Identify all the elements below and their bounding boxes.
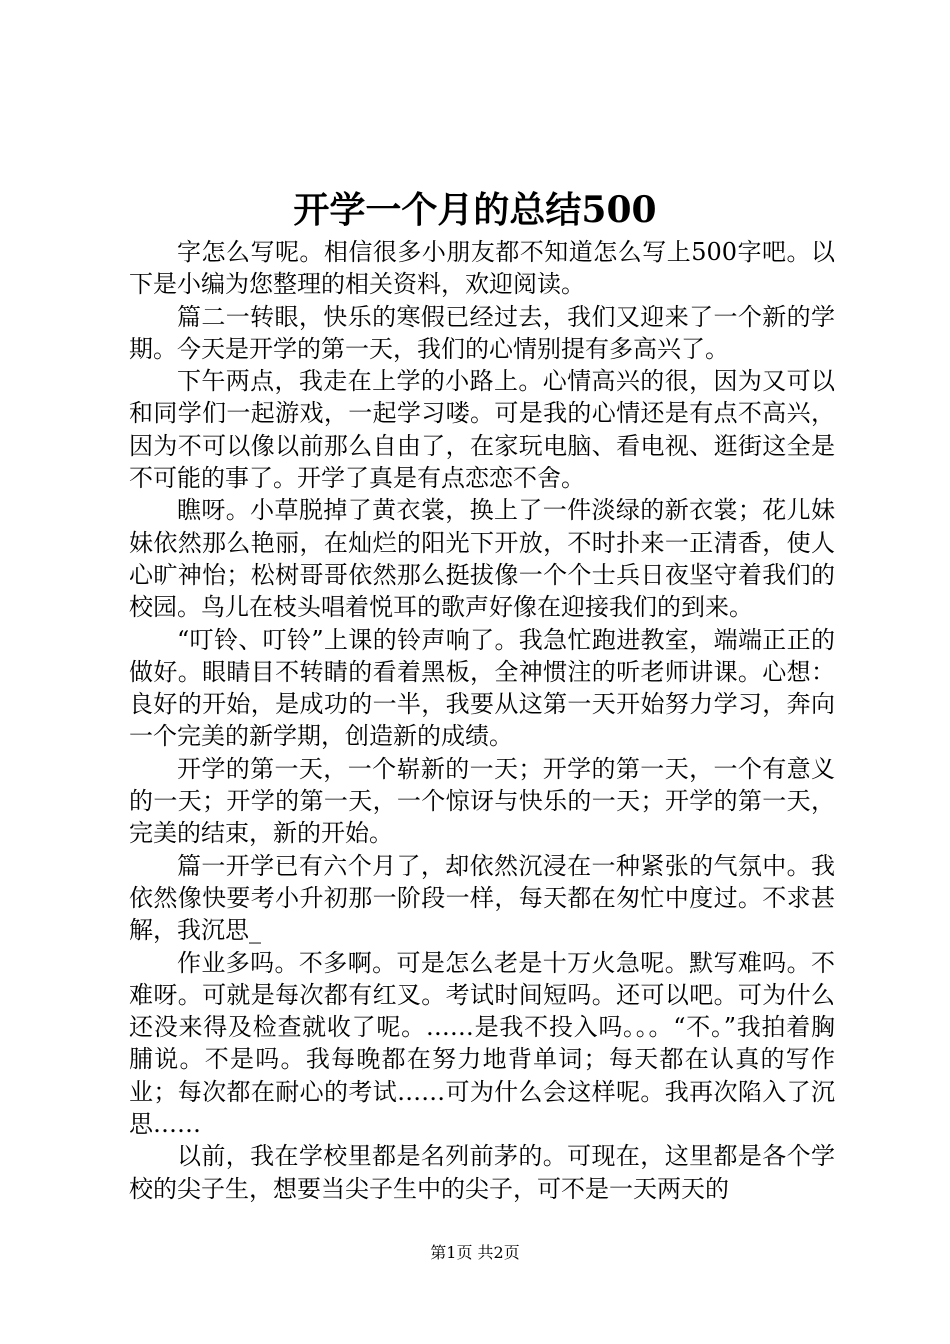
paragraph: 字怎么写呢。相信很多小朋友都不知道怎么写上500字吧。以下是小编为您整理的相关资料，欢迎阅读。 <box>129 238 835 299</box>
paragraph: 以前，我在学校里都是名列前茅的。可现在，这里都是各个学校的尖子生，想要当尖子生中的尖子，可不是一天两天的 <box>129 1142 835 1203</box>
page-number-footer: 第1页 共2页 <box>430 1243 520 1262</box>
paragraph: 下午两点，我走在上学的小路上。心情高兴的很，因为又可以和同学们一起游戏，一起学习喽。可是我的心情还是有点不高兴，因为不可以像以前那么自由了，在家玩电脑、看电视、逛街这全是不可能的事了。开学了真是有点恋恋不舍。 <box>129 367 835 493</box>
paragraph: 篇二一转眼，快乐的寒假已经过去，我们又迎来了一个新的学期。今天是开学的第一天，我们的心情别提有多高兴了。 <box>129 302 835 363</box>
paragraph: “叮铃、叮铃”上课的铃声响了。我急忙跑进教室，端端正正的做好。眼睛目不转睛的看着黑板，全神惯注的听老师讲课。心想：良好的开始，是成功的一半，我要从这第一天开始努力学习，奔向一个完美的新学期，创造新的成绩。 <box>129 625 835 751</box>
paragraph: 瞧呀。小草脱掉了黄衣裳，换上了一件淡绿的新衣裳；花儿妹妹依然那么艳丽，在灿烂的阳光下开放，不时扑来一正清香，使人心旷神怡；松树哥哥依然那么挺拔像一个个士兵日夜坚守着我们的校园。鸟儿在枝头唱着悦耳的歌声好像在迎接我们的到来。 <box>129 496 835 622</box>
document-body <box>129 236 835 1205</box>
paragraph: 作业多吗。不多啊。可是怎么老是十万火急呢。默写难吗。不难呀。可就是每次都有红叉。考试时间短吗。还可以吧。可为什么还没来得及检查就收了呢。……是我不投入吗。。。“不。”我拍着胸脯说。不是吗。我每晚都在努力地背单词；每天都在认真的写作业；每次都在耐心的考试……可为什么会这样呢。我再次陷入了沉思…… <box>129 948 835 1139</box>
paragraph: 篇一开学已有六个月了，却依然沉浸在一种紧张的气氛中。我依然像快要考小升初那一阶段一样，每天都在匆忙中度过。不求甚解，我沉思_ <box>129 851 835 945</box>
paragraph: 开学的第一天，一个崭新的一天；开学的第一天，一个有意义的一天；开学的第一天，一个惊讶与快乐的一天；开学的第一天，完美的结束，新的开始。 <box>129 754 835 848</box>
page-title: 开学一个月的总结500 <box>293 189 657 231</box>
